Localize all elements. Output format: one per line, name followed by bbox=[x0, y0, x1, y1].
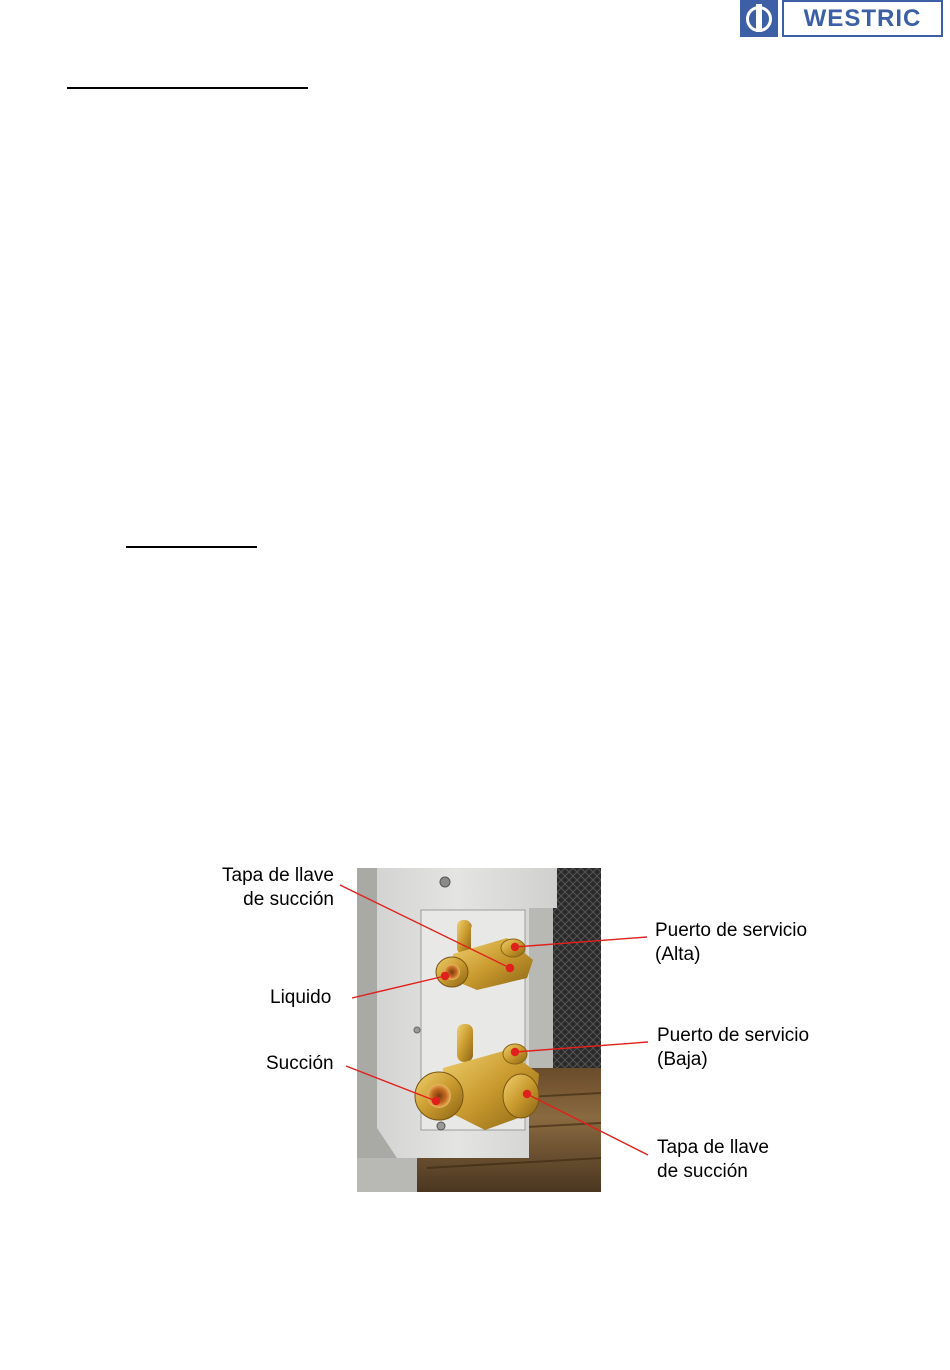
label-line: Tapa de llave bbox=[222, 865, 334, 886]
label-suction: Succión bbox=[266, 1053, 334, 1074]
label-line: de succión bbox=[657, 1161, 748, 1182]
label-suction-cap-bottom bbox=[657, 1136, 769, 1184]
westric-logo bbox=[740, 0, 943, 37]
service-valves-photo bbox=[357, 868, 601, 1192]
label-service-port-high bbox=[655, 919, 807, 967]
label-line: de succión bbox=[243, 889, 334, 910]
heading-underline bbox=[67, 87, 308, 89]
westric-logo-icon bbox=[740, 0, 778, 37]
label-line: Tapa de llave bbox=[657, 1137, 769, 1158]
label-line: (Baja) bbox=[657, 1049, 708, 1070]
brand-name: WESTRIC bbox=[782, 0, 943, 37]
label-liquid: Liquido bbox=[270, 987, 332, 1008]
label-service-port-low bbox=[657, 1024, 809, 1072]
label-suction-cap-top bbox=[196, 864, 334, 912]
label-line: Puerto de servicio bbox=[655, 920, 808, 941]
subheading-underline bbox=[126, 546, 257, 548]
label-line: (Alta) bbox=[655, 944, 701, 965]
label-line: Puerto de servicio bbox=[657, 1025, 810, 1046]
